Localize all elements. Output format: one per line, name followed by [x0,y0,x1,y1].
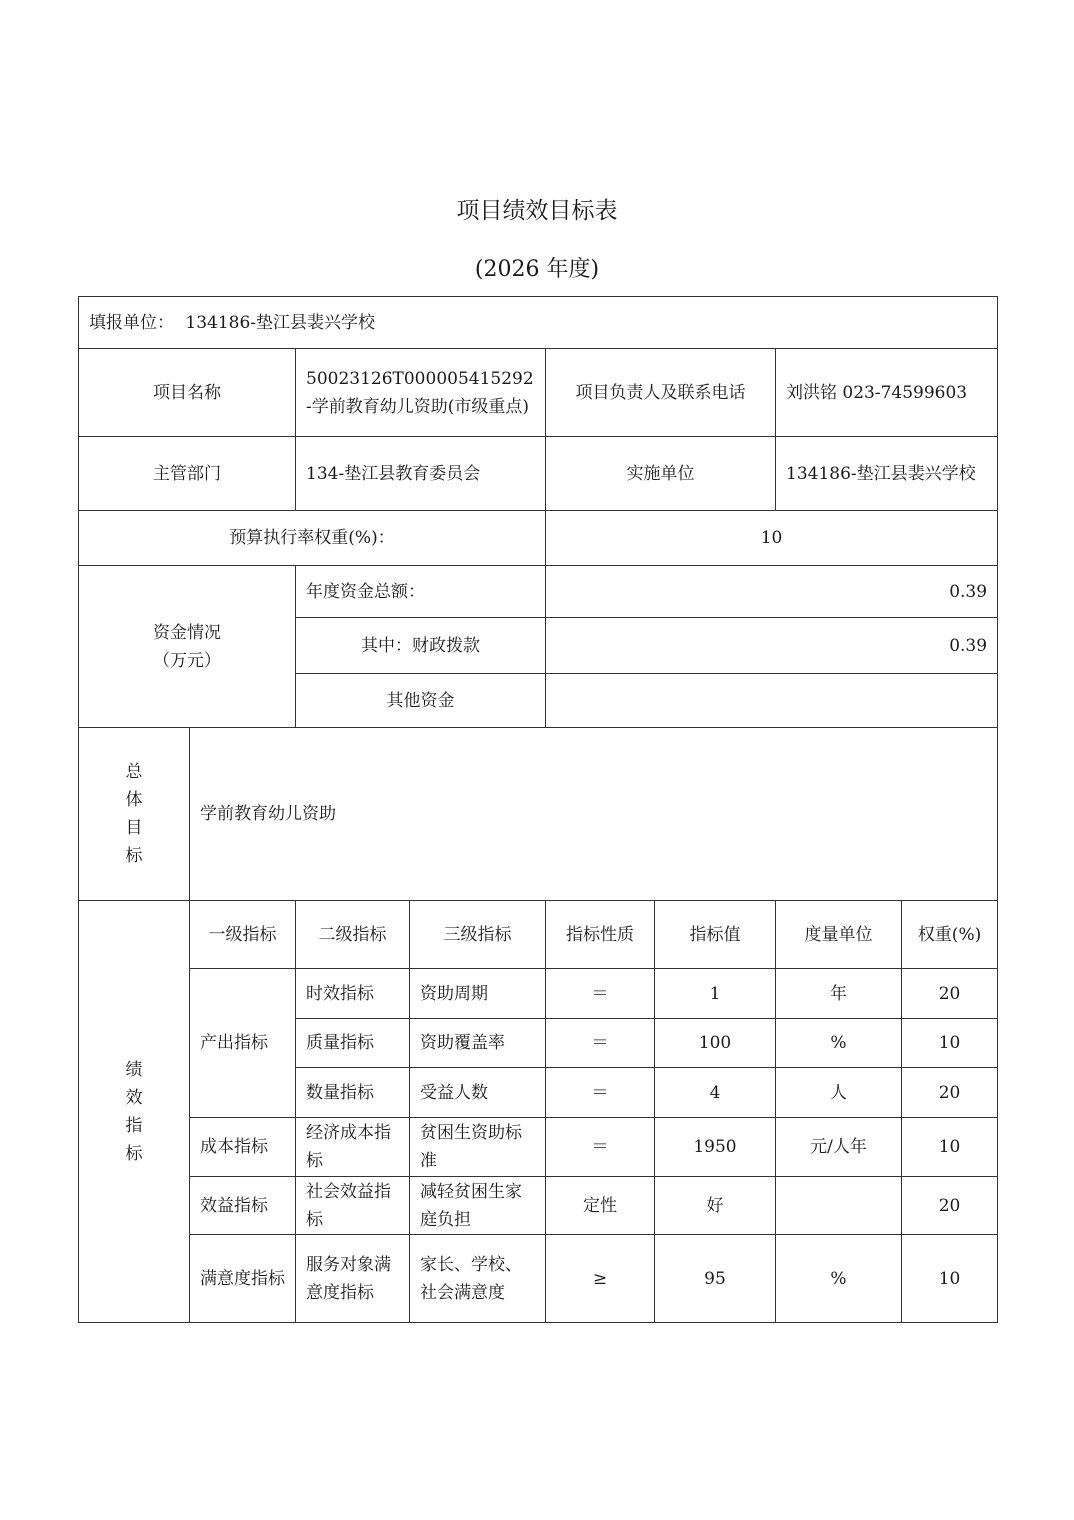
impl-unit-value: 134186-垫江县裴兴学校 [776,437,998,511]
column-header: 度量单位 [776,901,902,969]
budget-rate-row [79,511,998,566]
indicator-header-row [79,901,998,969]
nature: 定性 [546,1177,655,1235]
level1: 成本指标 [190,1118,296,1177]
level1-output: 产出指标 [190,969,296,1118]
level2: 数量指标 [296,1068,410,1118]
level2: 质量指标 [296,1019,410,1068]
project-name-label: 项目名称 [79,349,296,437]
nature: ≥ [546,1235,655,1323]
column-header: 三级指标 [410,901,546,969]
level1: 效益指标 [190,1177,296,1235]
funds-label-line2: （万元） [153,650,221,671]
level2: 时效指标 [296,969,410,1019]
level2: 经济成本指标 [296,1118,410,1177]
funds-total-value: 0.39 [546,566,998,618]
weight: 20 [902,969,998,1019]
funds-label-line1: 资金情况 [153,622,221,643]
column-header: 权重(%) [902,901,998,969]
weight: 10 [902,1235,998,1323]
dept-label: 主管部门 [79,437,296,511]
level3: 受益人数 [410,1068,546,1118]
dept-value: 134-垫江县教育委员会 [296,437,546,511]
target-value: 好 [655,1177,776,1235]
weight: 20 [902,1068,998,1118]
column-header: 指标值 [655,901,776,969]
contact-label: 项目负责人及联系电话 [546,349,776,437]
contact-value: 刘洪铭 023-74599603 [776,349,998,437]
funds-total-label: 年度资金总额： [296,566,546,618]
overall-goal-value: 学前教育幼儿资助 [190,728,998,901]
performance-indicator-label [79,901,190,1323]
nature: ＝ [546,1019,655,1068]
nature: ＝ [546,969,655,1019]
level2: 服务对象满意度指标 [296,1235,410,1323]
indicator-row [79,969,998,1019]
column-header: 指标性质 [546,901,655,969]
level3: 贫困生资助标准 [410,1118,546,1177]
column-header: 二级指标 [296,901,410,969]
document-year: (2026 年度) [474,257,600,282]
project-name-value: 50023126T000005415292-学前教育幼儿资助(市级重点) [296,349,546,437]
weight: 10 [902,1118,998,1177]
level3: 减轻贫困生家庭负担 [410,1177,546,1235]
goal-char: 目 [125,818,143,838]
unit [776,1177,902,1235]
perf-char: 绩 [125,1059,143,1080]
indicator-row [79,1177,998,1235]
indicator-row [79,1118,998,1177]
level3: 家长、学校、社会满意度 [410,1235,546,1323]
impl-unit-label: 实施单位 [546,437,776,511]
indicator-row [79,1235,998,1323]
project-name-row [79,349,998,437]
perf-char: 效 [125,1087,143,1108]
weight: 20 [902,1177,998,1235]
unit: % [776,1019,902,1068]
filing-unit-value: 134186-垫江县裴兴学校 [185,312,376,333]
level3: 资助周期 [410,969,546,1019]
filing-unit-cell [79,297,998,349]
level1: 满意度指标 [190,1235,296,1323]
funds-fiscal-label: 其中：财政拨款 [296,618,546,674]
column-header: 一级指标 [190,901,296,969]
level3: 资助覆盖率 [410,1019,546,1068]
perf-char: 标 [125,1143,143,1164]
nature: ＝ [546,1118,655,1177]
target-value: 1 [655,969,776,1019]
unit: % [776,1235,902,1323]
performance-target-table [78,296,998,1323]
budget-rate-value: 10 [546,511,998,566]
perf-char: 指 [125,1115,143,1136]
target-value: 4 [655,1068,776,1118]
overall-goal-row [79,728,998,901]
funds-other-label: 其他资金 [296,674,546,728]
funds-other-value [546,674,998,728]
target-value: 1950 [655,1118,776,1177]
target-value: 95 [655,1235,776,1323]
level2: 社会效益指标 [296,1177,410,1235]
goal-char: 总 [125,762,143,782]
department-row [79,437,998,511]
goal-char: 体 [125,790,143,810]
document-title: 项目绩效目标表 [456,198,618,224]
weight: 10 [902,1019,998,1068]
overall-goal-label [79,728,190,901]
filing-unit-row [79,297,998,349]
unit: 人 [776,1068,902,1118]
funds-fiscal-value: 0.39 [546,618,998,674]
funds-label [79,566,296,728]
filing-unit-label: 填报单位： [89,312,174,333]
unit: 元/人年 [776,1118,902,1177]
budget-rate-label: 预算执行率权重(%)： [79,511,546,566]
unit: 年 [776,969,902,1019]
target-value: 100 [655,1019,776,1068]
nature: ＝ [546,1068,655,1118]
goal-char: 标 [125,846,143,866]
funds-row [79,566,998,618]
